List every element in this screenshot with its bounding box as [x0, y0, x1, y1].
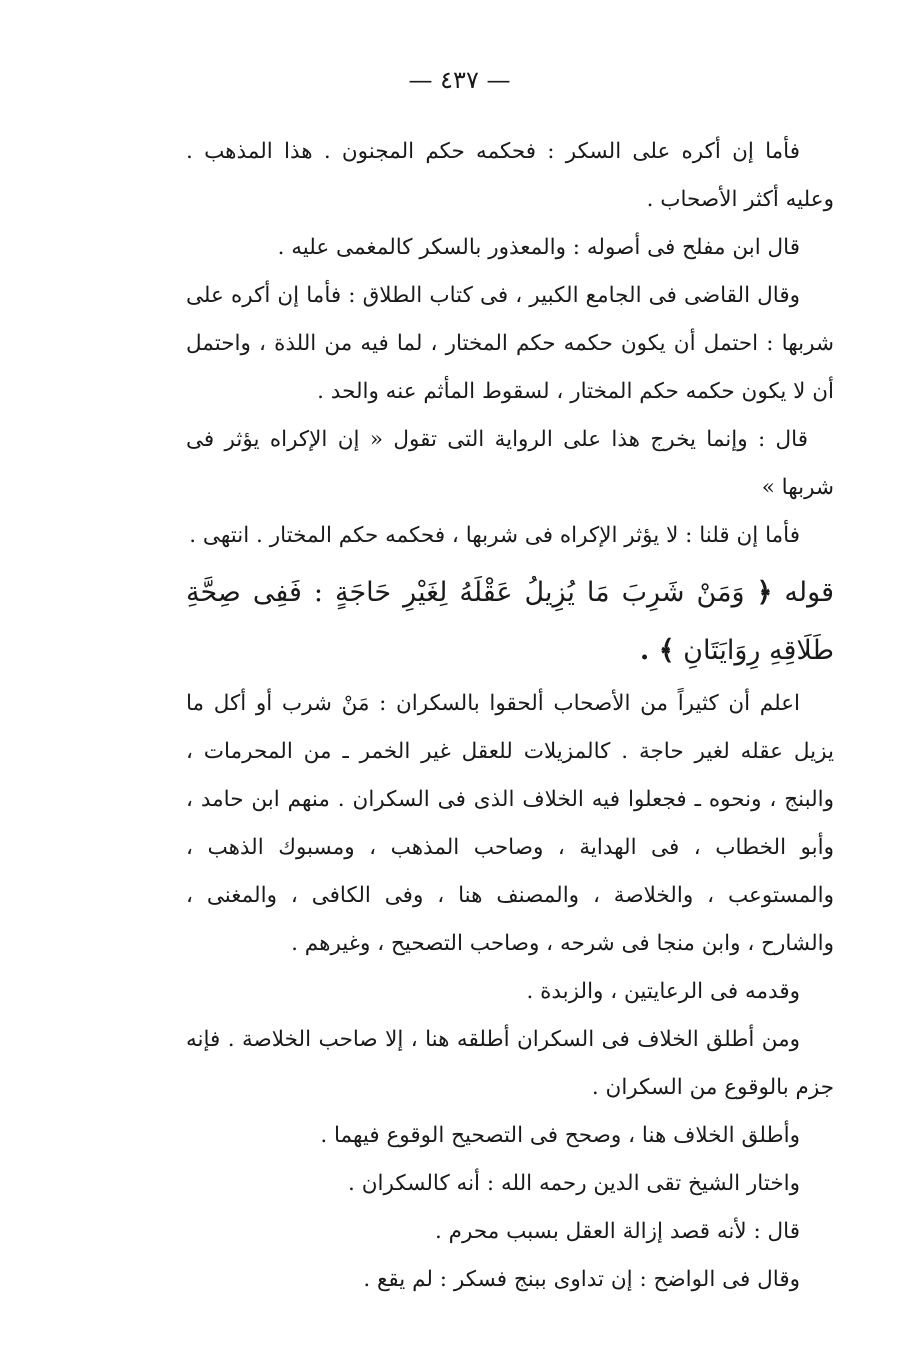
paragraph: قال ابن مفلح فى أصوله : والمعذور بالسكر كالمغمى عليه .	[277, 235, 800, 260]
paragraph: قال : وإنما يخرج هذا على الرواية التى تقول « إن الإكراه يؤثر فى شربها »	[186, 427, 834, 500]
paragraph: وقال القاضى فى الجامع الكبير ، فى كتاب الطلاق : فأما إن أكره على شربها : احتمل أن يكون حكمه حكم المختار ، لما فيه من اللذة ، واحتمل أن لا يكون حكمه حكم المختار ، لسقوط المأثم عنه والحد .	[186, 283, 834, 404]
paragraph: ومن أطلق الخلاف فى السكران أطلقه هنا ، إلا صاحب الخلاصة . فإنه جزم بالوقوع من السكران .	[186, 1027, 834, 1100]
paragraph: اعلم أن كثيراً من الأصحاب ألحقوا بالسكران : مَنْ شرب أو أكل ما يزيل عقله لغير حاجة . كالمزيلات للعقل غير الخمر ـ من المحرمات ، والبنج ، ونحوه ـ فجعلوا فيه الخلاف الذى فى السكران . منهم ابن حامد ، وأبو الخطاب ، فى الهداية ، وصاحب المذهب ، ومسبوك الذهب ، والمستوعب ، والخلاصة ، والمصنف هنا ، وفى الكافى ، والمغنى ، والشارح ، وابن منجا فى شرحه ، وصاحب التصحيح ، وغيرهم .	[186, 691, 834, 956]
paragraph: وقدمه فى الرعايتين ، والزبدة .	[526, 979, 800, 1004]
paragraph: فأما إن أكره على السكر : فحكمه حكم المجنون . هذا المذهب . وعليه أكثر الأصحاب .	[186, 139, 834, 212]
main-text	[186, 128, 834, 1304]
paragraph: وقال فى الواضح : إن تداوى ببنج فسكر : لم يقع .	[363, 1267, 800, 1292]
section-heading	[186, 564, 834, 680]
paragraph: واختار الشيخ تقى الدين رحمه الله : أنه كالسكران .	[348, 1171, 800, 1196]
heading-open-bracket: ﴿	[756, 577, 773, 608]
paragraph: فأما إن قلنا : لا يؤثر الإكراه فى شربها ، فحكمه حكم المختار . انتهى .	[189, 523, 800, 548]
heading-prefix: قوله	[784, 577, 834, 608]
paragraph: وأطلق الخلاف هنا ، وصحح فى التصحيح الوقوع فيهما .	[320, 1123, 800, 1148]
heading-text: وَمَنْ شَرِبَ مَا يُزِيلُ عَقْلَهُ لِغَيْرِ حَاجَةٍ : فَفِى صِحَّةِ طَلَاقِهِ رِوَايَتَانِ	[186, 577, 834, 666]
paragraph: قال : لأنه قصد إزالة العقل بسبب محرم .	[435, 1219, 800, 1244]
page-number: — ٤٣٧ —	[408, 66, 511, 94]
heading-close-bracket: ﴾ .	[639, 635, 675, 666]
